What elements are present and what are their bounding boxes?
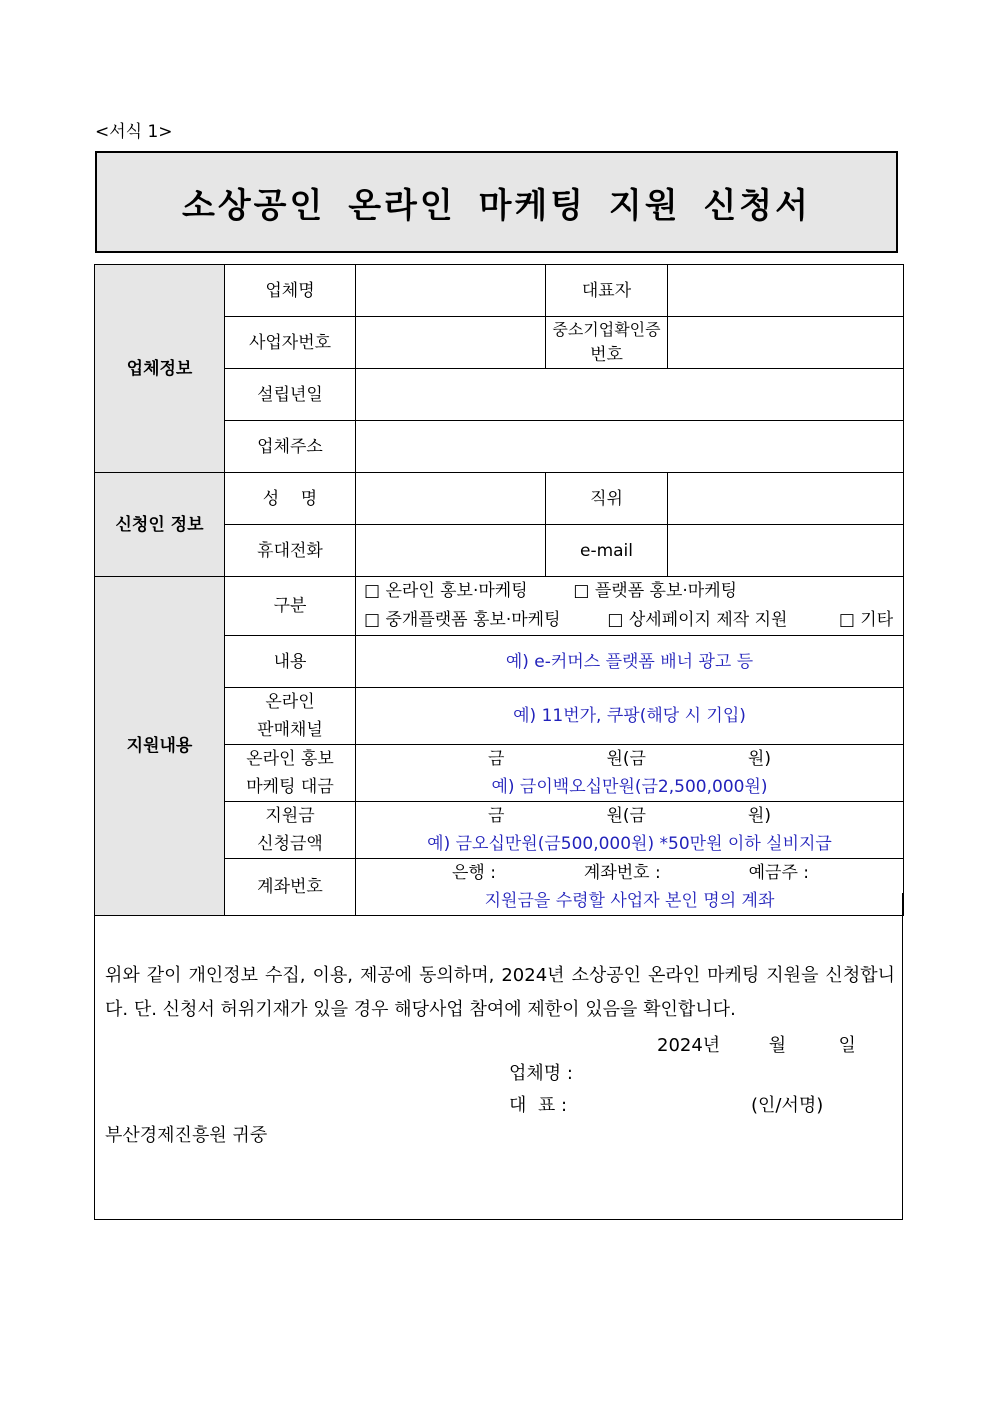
checkbox-icon[interactable]: □	[573, 581, 590, 601]
option-other-label: 기타	[860, 610, 894, 630]
support-type-row2	[364, 606, 903, 635]
bank-label: 은행 :	[452, 863, 496, 883]
company-address-label: 업체주소	[225, 421, 356, 473]
email-label: e-mail	[546, 525, 668, 577]
marketing-cost-field[interactable]	[356, 745, 904, 802]
form-title: 소상공인 온라인 마케팅 지원 신청서	[181, 185, 811, 226]
recipient: 부산경제진흥원 귀중	[105, 1125, 268, 1146]
amount-prefix: 금	[488, 749, 505, 769]
checkbox-icon[interactable]: □	[607, 610, 624, 630]
marketing-cost-amount-line	[356, 745, 903, 773]
support-type-options	[356, 577, 904, 636]
sales-channel-field[interactable]: 예) 11번가, 쿠팡(해당 시 기입)	[356, 688, 904, 745]
marketing-cost-label-line2: 마케팅 대금	[246, 777, 334, 797]
company-name-field[interactable]	[356, 265, 546, 317]
option-brokerage-platform-marketing[interactable]	[364, 606, 602, 635]
section-company-info: 업체정보	[95, 265, 225, 473]
title-box	[95, 151, 898, 253]
content-field[interactable]: 예) e-커머스 플랫폼 배너 광고 등	[356, 636, 904, 688]
consent-text: 위와 같이 개인정보 수집, 이용, 제공에 동의하며, 2024년 소상공인 온라인 마케팅 지원을 신청합니다. 단. 신청서 허위기재가 있을 경우 해당사업 참여에 제한이 있음을 확인합니다.	[105, 965, 895, 1020]
founded-date-label: 설립년일	[225, 369, 356, 421]
sme-cert-label	[546, 317, 668, 369]
marketing-cost-label-line1: 온라인 홍보	[246, 749, 334, 769]
account-holder-label: 예금주 :	[748, 863, 809, 883]
grant-amount-example: 예) 금오십만원(금500,000원) *50만원 이하 실비지급	[427, 834, 832, 854]
option-platform-marketing-label: 플랫폼 홍보·마케팅	[594, 581, 738, 601]
section-support-content: 지원내용	[95, 577, 225, 916]
option-detail-page[interactable]	[607, 606, 833, 635]
representative-field[interactable]	[668, 265, 904, 317]
application-table	[94, 264, 904, 916]
account-no-label: 계좌번호 :	[583, 863, 661, 883]
email-field[interactable]	[668, 525, 904, 577]
date-year: 2024년	[657, 1035, 721, 1056]
amount-suffix: 원)	[747, 806, 771, 826]
sales-channel-label-line2: 판매채널	[257, 720, 323, 740]
grant-amount-label-line2: 신청금액	[257, 834, 323, 854]
marketing-cost-label	[225, 745, 356, 802]
business-number-label: 사업자번호	[225, 317, 356, 369]
company-name-label: 업체명	[225, 265, 356, 317]
sales-channel-label	[225, 688, 356, 745]
amount-mid: 원(금	[606, 749, 646, 769]
business-number-field[interactable]	[356, 317, 546, 369]
grant-amount-label	[225, 802, 356, 859]
amount-mid: 원(금	[606, 806, 646, 826]
phone-label: 휴대전화	[225, 525, 356, 577]
sme-cert-label-line2: 번호	[590, 344, 623, 365]
option-platform-marketing[interactable]	[573, 577, 737, 606]
account-line	[356, 859, 903, 887]
checkbox-icon[interactable]: □	[364, 610, 381, 630]
account-example: 지원금을 수령할 사업자 본인 명의 계좌	[484, 891, 775, 911]
option-online-marketing-label: 온라인 홍보·마케팅	[385, 581, 528, 601]
position-label: 직위	[546, 473, 668, 525]
sales-channel-label-line1: 온라인	[265, 692, 315, 712]
support-type-row1	[364, 577, 903, 606]
checkbox-icon[interactable]: □	[364, 581, 381, 601]
sme-cert-label-line1: 중소기업확인증	[552, 319, 661, 339]
date-day: 일	[838, 1035, 856, 1056]
grant-amount-label-line1: 지원금	[265, 806, 315, 826]
seal-label: (인/서명)	[751, 1095, 824, 1116]
signature-company-name: 업체명 :	[509, 1063, 573, 1084]
sme-cert-field[interactable]	[668, 317, 904, 369]
grant-amount-line	[356, 802, 903, 830]
signature-date	[657, 1031, 856, 1057]
marketing-cost-example: 예) 금이백오십만원(금2,500,000원)	[491, 777, 768, 797]
option-brokerage-platform-label: 중개플랫폼 홍보·마케팅	[385, 610, 561, 630]
form-number: <서식 1>	[95, 122, 173, 142]
consent-box	[94, 893, 903, 1220]
amount-prefix: 금	[488, 806, 505, 826]
position-field[interactable]	[668, 473, 904, 525]
company-address-field[interactable]	[356, 421, 904, 473]
grant-amount-field[interactable]	[356, 802, 904, 859]
founded-date-field[interactable]	[356, 369, 904, 421]
content-label: 내용	[225, 636, 356, 688]
account-number-label: 계좌번호	[225, 859, 356, 916]
checkbox-icon[interactable]: □	[838, 610, 855, 630]
phone-field[interactable]	[356, 525, 546, 577]
applicant-name-field[interactable]	[356, 473, 546, 525]
section-applicant-info: 신청인 정보	[95, 473, 225, 577]
representative-label: 대표자	[546, 265, 668, 317]
option-detail-page-label: 상세페이지 제작 지원	[628, 610, 788, 630]
support-type-label: 구분	[225, 577, 356, 636]
applicant-name-label: 성 명	[225, 473, 356, 525]
date-month: 월	[768, 1035, 787, 1056]
amount-suffix: 원)	[747, 749, 771, 769]
option-other[interactable]	[839, 606, 893, 635]
option-online-marketing[interactable]	[364, 577, 568, 606]
signature-representative: 대 표 :	[509, 1095, 568, 1116]
